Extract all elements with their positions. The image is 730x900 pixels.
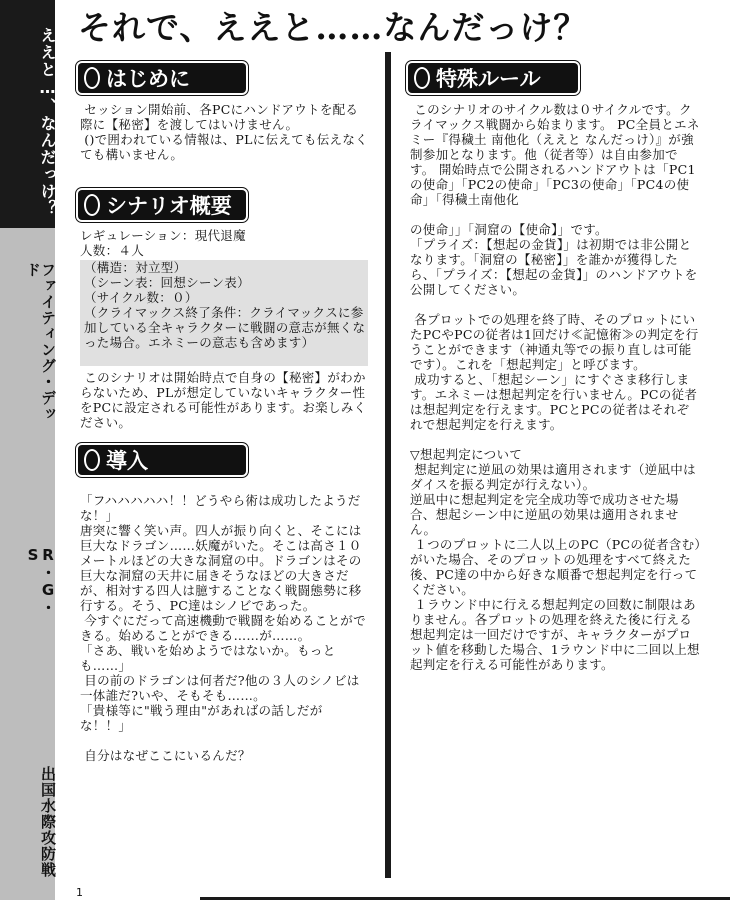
sidebar-title-2[interactable]: ファイティング・デッド [24,262,57,422]
section-heading-label: シナリオ概要 [106,194,232,218]
section-heading-lead [78,445,246,475]
ring-bullet-icon [84,194,100,216]
section-heading-special-rules [408,63,578,93]
overview-note: このシナリオは開始時点で自身の【秘密】がわからないため、PLが想定していないキャラクター性をPCに設定される可能性があります。お楽しみください。 [80,370,367,430]
column-divider [385,52,391,878]
sidebar-title-4[interactable]: 出国水際攻防戦 [39,766,57,878]
special-rules-body: このシナリオのサイクル数は０サイクルです。クライマックス戦闘から始まります。 PC全員とエネミー『得穢土 南他化（ええと なんだっけ）』が強制参加となります。他（従者等）は自由参加です。 開始時点で公開されるハンドアウトは「PC1の使命」「PC2の使命」「PC3の使命」「PC4の使命」「得穢土南他化 の使命」」「洞窟の【使命】」です。 「プライズ：【想起の金貨】」は初期では非公開となります。「洞窟の【秘密】」を誰かが獲得したら、「プライズ：【想起の金貨】」のハンドアウトを公開してください。 各プロットでの処理を終了時、そのプロットにいたPCやPCの従者は1回だけ≪記憶術≫の判定を行うことができます（神通丸等での振り直しは可能です）。これを「想起判定」と呼びます。 成功すると、「想起シーン」にすぐさま移行します。エネミーは想起判定を行いません。PCの従者は想起判定を行えます。PCとPCの従者はそれぞれで想起判定を行えます。 ▽想起判定について 想起判定に逆凪の効果は適用されます（逆凪中はダイスを振る判定が行えない）。 逆凪中に想起判定を完全成功等で成功させた場合、想起シーン中に逆凪の効果は適用されません。 １つのプロットに二人以上のPC（PCの従者含む）がいた場合、そのプロットの処理をすべて終えた後、PC達の中から好きな順番で想起判定を行ってください。 １ラウンド中に行える想起判定の回数に制限はありません。各プロットの処理を終えた後に行える想起判定は一回だけですが、キャラクターがプロット値を移動した場合、1ラウンド中に二回以上想起判定を行える可能性があります。 [410,102,701,672]
section-heading-label: はじめに [106,67,190,91]
sidebar-title-current[interactable]: ええと…、なんだっけ？ [38,27,57,217]
intro-body: セッション開始前、各PCにハンドアウトを配る際に【秘密】を渡してはいけません。 ()で囲われている情報は、PLに伝えても伝えなくても構いません。 [80,102,368,162]
page-title: それで、ええと……なんだっけ？ [78,8,588,47]
ring-bullet-icon [84,67,100,89]
section-heading-intro [78,63,246,93]
ring-bullet-icon [414,67,430,89]
sidebar [0,0,55,900]
section-heading-overview [78,190,246,220]
page-number: 1 [76,886,83,899]
sidebar-title-3[interactable]: R・G・S [24,546,57,616]
lead-body: 「フハハハハハ！！どうやら術は成功したようだな！」 唐突に響く笑い声。四人が振り向くと、そこには巨大なドラゴン……妖魔がいた。そこは高さ１０メートルほどの大きな洞窟の中。ドラゴンはその巨大な洞窟の天井に届きそうなほどの大きさだが、相対する四人は臆することなく戦闘態勢に移行する。そう、PC達はシノビであった。 今すぐにだって高速機動で戦闘を始めることができる。始めることができる……が……。 「さあ、戦いを始めようではないか。もっとも……」 目の前のドラゴンは何者だ?他の３人のシノビは一体誰だ?いや、そもそも……。 「貴様等に"戦う理由"があればの話しだがな！！」 自分はなぜここにいるんだ？ [80,493,366,763]
overview-details: （構造：対立型） （シーン表：回想シーン表） （サイクル数：０） （クライマックス終了条件：クライマックスに参加している全キャラクターに戦闘の意志が無くなった場合。エネミーの意志も含めます） [84,260,366,350]
section-heading-label: 導入 [106,449,148,473]
overview-regulation: レギュレーション：現代退魔 人数：４人 [80,228,246,258]
section-heading-label: 特殊ルール [436,67,541,91]
ring-bullet-icon [84,449,100,471]
